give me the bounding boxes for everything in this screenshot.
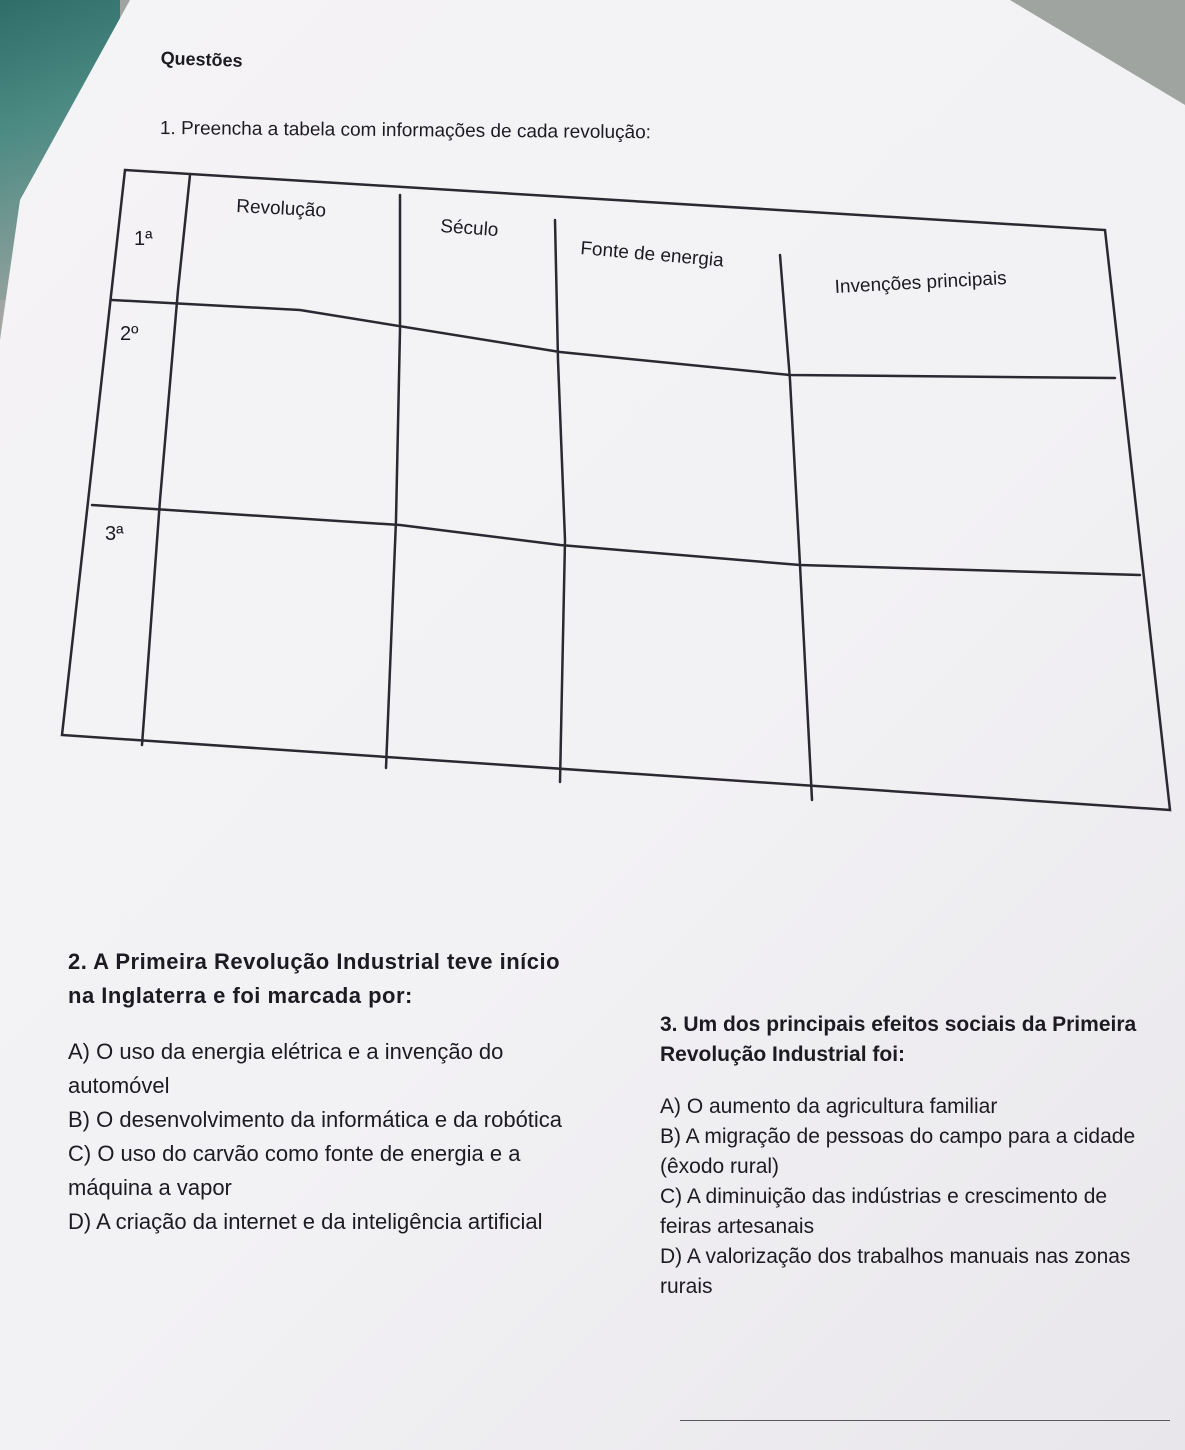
row-label-2: 2º <box>120 323 139 345</box>
question-3-text: 3. Um dos principais efeitos sociais da Primeira Revolução Industrial foi: <box>660 1013 1137 1066</box>
question-3-option-b[interactable]: B) A migração de pessoas do campo para a cidade (êxodo rural) <box>660 1125 1136 1178</box>
row-label-1: 1ª <box>134 228 153 250</box>
question-2-option-c[interactable]: C) O uso do carvão como fonte de energia e a máquina a vapor <box>68 1141 521 1200</box>
question-2-option-b[interactable]: B) O desenvolvimento da informática e da robótica <box>68 1107 563 1132</box>
question-2-option-d[interactable]: D) A criação da internet e da inteligência artificial <box>68 1209 543 1234</box>
row-divider <box>92 505 1140 575</box>
column-header-fonte-energia: Fonte de energia <box>579 238 725 272</box>
question-2-option-a[interactable]: A) O uso da energia elétrica e a invenção do automóvel <box>68 1039 504 1098</box>
row-label-3: 3ª <box>105 523 124 545</box>
table-border <box>62 170 1170 810</box>
question-2 <box>68 945 588 1239</box>
question-3-option-c[interactable]: C) A diminuição das indústrias e crescimento de feiras artesanais <box>660 1185 1108 1238</box>
question-2-text: 2. A Primeira Revolução Industrial teve início na Inglaterra e foi marcada por: <box>68 949 561 1008</box>
question-3-option-a[interactable]: A) O aumento da agricultura familiar <box>660 1095 998 1118</box>
question-3-option-d[interactable]: D) A valorização dos trabalhos manuais nas zonas rurais <box>660 1245 1131 1298</box>
column-header-invencoes: Invenções principais <box>834 268 1008 298</box>
answer-line <box>680 1420 1170 1421</box>
question-1-text: 1. Preencha a tabela com informações de cada revolução: <box>159 118 652 144</box>
column-divider-4 <box>780 255 812 800</box>
section-title: Questões <box>160 48 243 71</box>
column-divider-1 <box>142 175 190 745</box>
column-header-revolucao: Revolução <box>235 196 327 222</box>
column-header-seculo: Século <box>439 216 500 242</box>
header-divider <box>112 300 1115 378</box>
question-3 <box>660 1010 1160 1302</box>
column-divider-2 <box>386 195 400 768</box>
column-divider-3 <box>555 220 565 782</box>
